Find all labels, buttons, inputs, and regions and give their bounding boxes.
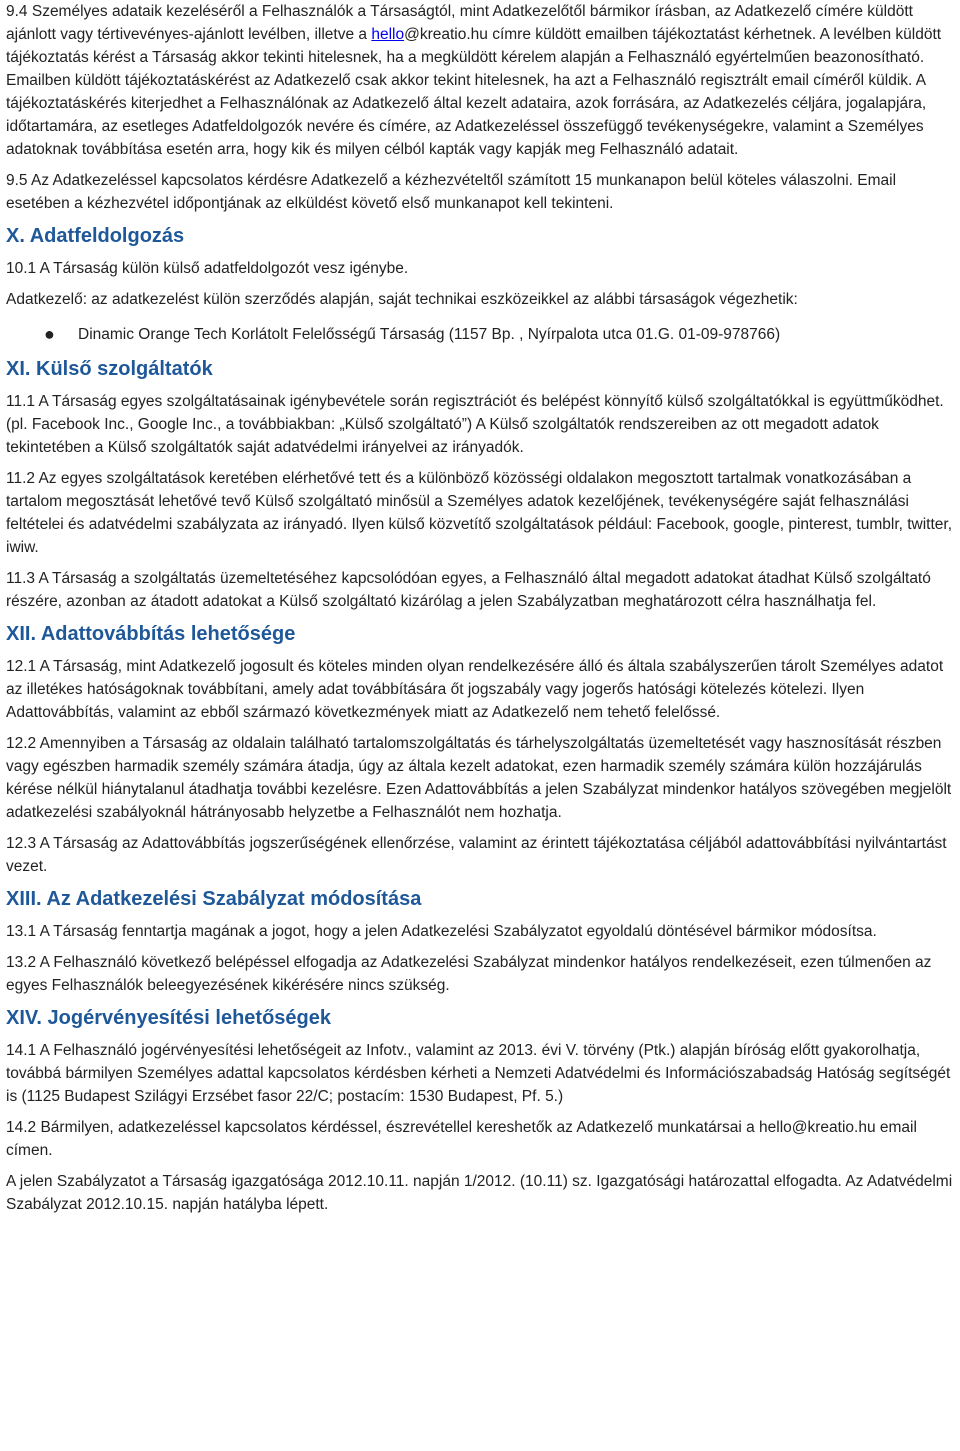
paragraph-9-4-text-b: @kreatio.hu címre küldött emailben tájékoztatást kérhetnek. A levélben küldött tájékoztatás kérést a Társaság akkor tekinti hitelesnek, ha a megküldött kérelem alapján a Felhasználó egyértelműen beazonosítható. Emailben küldött tájékoztatáskérést az Adatkezelő csak akkor tekint hitelesnek, ha azt a Felhasználó regisztrált email címéről küldik. A tájékoztatáskérés kiterjedhet a Felhasználónak az Adatkezelő által kezelt adataira, azok forrására, az Adatkezelés céljára, jogalapjára, időtartamára, az esetleges Adatfeldolgozók nevére és címére, az Adatkezeléssel összefüggő tevékenységekre, valamint a Személyes adatoknak továbbítása esetén arra, hogy kik és milyen célból kapták vagy kapják meg Felhasználó adatait. (6, 26, 942, 158)
paragraph-9-5: 9.5 Az Adatkezeléssel kapcsolatos kérdésre Adatkezelő a kézhezvételtől számított 15 munkanapon belül köteles válaszolni. Email esetében a kézhezvétel időpontjának az elküldést követő első munkanapot kell tekinteni. (6, 172, 897, 212)
section-heading-xiii: XIII. Az Adatkezelési Szabályzat módosítása (6, 888, 422, 910)
section-heading-xi: XI. Külső szolgáltatók (6, 358, 213, 380)
paragraph-13-2: 13.2 A Felhasználó következő belépéssel elfogadja az Adatkezelési Szabályzat mindenkor hatályos rendelkezéseit, ezen túlmenően az egyes Felhasználók beleegyezésének kikérésére nincs szükség. (6, 954, 932, 994)
paragraph-11-2: 11.2 Az egyes szolgáltatások keretében elérhetővé tett és a különböző közösségi oldalakon megosztott tartalmak vonatkozásában a tartalom megosztását lehetővé tevő Külső szolgáltató minősül a Személyes adatok kezelőjének, tevékenységére saját felhasználási feltételei és adatvédelmi szabályzata az irányadó. Ilyen külső közvetítő szolgáltatások például: Facebook, google, pinterest, tumblr, twitter, iwiw. (6, 470, 953, 556)
section-heading-xii: XII. Adattovábbítás lehetősége (6, 623, 296, 645)
paragraph-12-2: 12.2 Amennyiben a Társaság az oldalain található tartalomszolgáltatás és tárhelyszolgáltatás üzemeltetését vagy hasznosítását részben vagy egészben harmadik személy számára átadja, úgy az általa kezelt adatokat, ezen harmadik személy számára külön hozzájárulás kérése nélkül hiánytalanul átadhatja további kezelésre. Ezen Adattovábbítás a jelen Szabályzat mindenkor hatályos szövegében megjelölt adatkezelési szabályoknál hátrányosabb helyzetbe a Felhasználót nem hozhatja. (6, 735, 952, 821)
closing-paragraph: A jelen Szabályzatot a Társaság igazgatósága 2012.10.11. napján 1/2012. (10.11) sz. Igazgatósági határozattal elfogadta. Az Adatvédelmi Szabályzat 2012.10.15. napján hatályba lépett. (6, 1173, 953, 1213)
paragraph-10-1: 10.1 A Társaság külön külső adatfeldolgozót vesz igénybe. (6, 260, 409, 277)
section-heading-x: X. Adatfeldolgozás (6, 225, 185, 247)
paragraph-14-1: 14.1 A Felhasználó jogérvényesítési lehetőségeit az Infotv., valamint az 2013. évi V. törvény (Ptk.) alapján bíróság előtt gyakorolhatja, továbbá bármilyen Személyes adattal kapcsolatos kérdésben kérheti a Nemzeti Adatvédelmi és Információszabadság Hatóság segítségét is (1125 Budapest Szilágyi Erzsébet fasor 22/C; postacím: 1530 Budapest, Pf. 5.) (6, 1042, 951, 1105)
paragraph-13-1: 13.1 A Társaság fenntartja magának a jogot, hogy a jelen Adatkezelési Szabályzatot egyoldalú döntésével bármikor módosítsa. (6, 923, 877, 940)
list-item-text: Dinamic Orange Tech Korlátolt Felelősségű Társaság (1157 Bp. , Nyírpalota utca 01.G. 01-09-978766) (78, 326, 781, 343)
section-heading-xiv: XIV. Jogérvényesítési lehetőségek (6, 1007, 331, 1029)
paragraph-10-intro: Adatkezelő: az adatkezelést külön szerződés alapján, saját technikai eszközeikkel az alábbi társaságok végezhetik: (6, 291, 798, 308)
paragraph-9-4-text-a: 9.4 Személyes adataik kezeléséről a Felhasználók a Társaságtól, mint Adatkezelőtől bármikor írásban, az Adatkezelő címére küldött ajánlott vagy tértivevényes-ajánlott levélben, illetve a (6, 3, 913, 43)
bullet-icon: ● (44, 324, 55, 344)
paragraph-9-4 (6, 0, 956, 161)
paragraph-14-2: 14.2 Bármilyen, adatkezeléssel kapcsolatos kérdéssel, észrevétellel kereshetők az Adatkezelő munkatársai a hello@kreatio.hu email címen. (6, 1119, 917, 1159)
list-item (6, 323, 956, 346)
paragraph-11-1: 11.1 A Társaság egyes szolgáltatásainak igénybevétele során regisztrációt és belépést könnyítő külső szolgáltatókkal is együttműködhet. (pl. Facebook Inc., Google Inc., a továbbiakban: „Külső szolgáltató”) A Külső szolgáltatók rendszereiben az ott megadott adatok tekintetében a Külső szolgáltatók saját adatvédelmi irányelvei az irányadók. (6, 393, 944, 456)
email-link[interactable]: hello (371, 26, 405, 43)
paragraph-12-3: 12.3 A Társaság az Adattovábbítás jogszerűségének ellenőrzése, valamint az érintett tájékoztatása céljából adattovábbítási nyilvántartást vezet. (6, 835, 947, 875)
paragraph-11-3: 11.3 A Társaság a szolgáltatás üzemeltetéséhez kapcsolódóan egyes, a Felhasználó által megadott adatokat átadhat Külső szolgáltató részére, azonban az átadott adatokat a Külső szolgáltató kizárólag a jelen Szabályzatban meghatározott célra használhatja fel. (6, 570, 931, 610)
paragraph-12-1: 12.1 A Társaság, mint Adatkezelő jogosult és köteles minden olyan rendelkezésére álló és általa szabályszerűen tárolt Személyes adatot az illetékes hatóságoknak továbbítani, amely adat továbbítására őt jogszabály vagy jogerős hatósági kötelezés kötelezi. Ilyen Adattovábbítás, valamint az ebből származó következmények miatt az Adatkezelő nem tehető felelőssé. (6, 658, 944, 721)
